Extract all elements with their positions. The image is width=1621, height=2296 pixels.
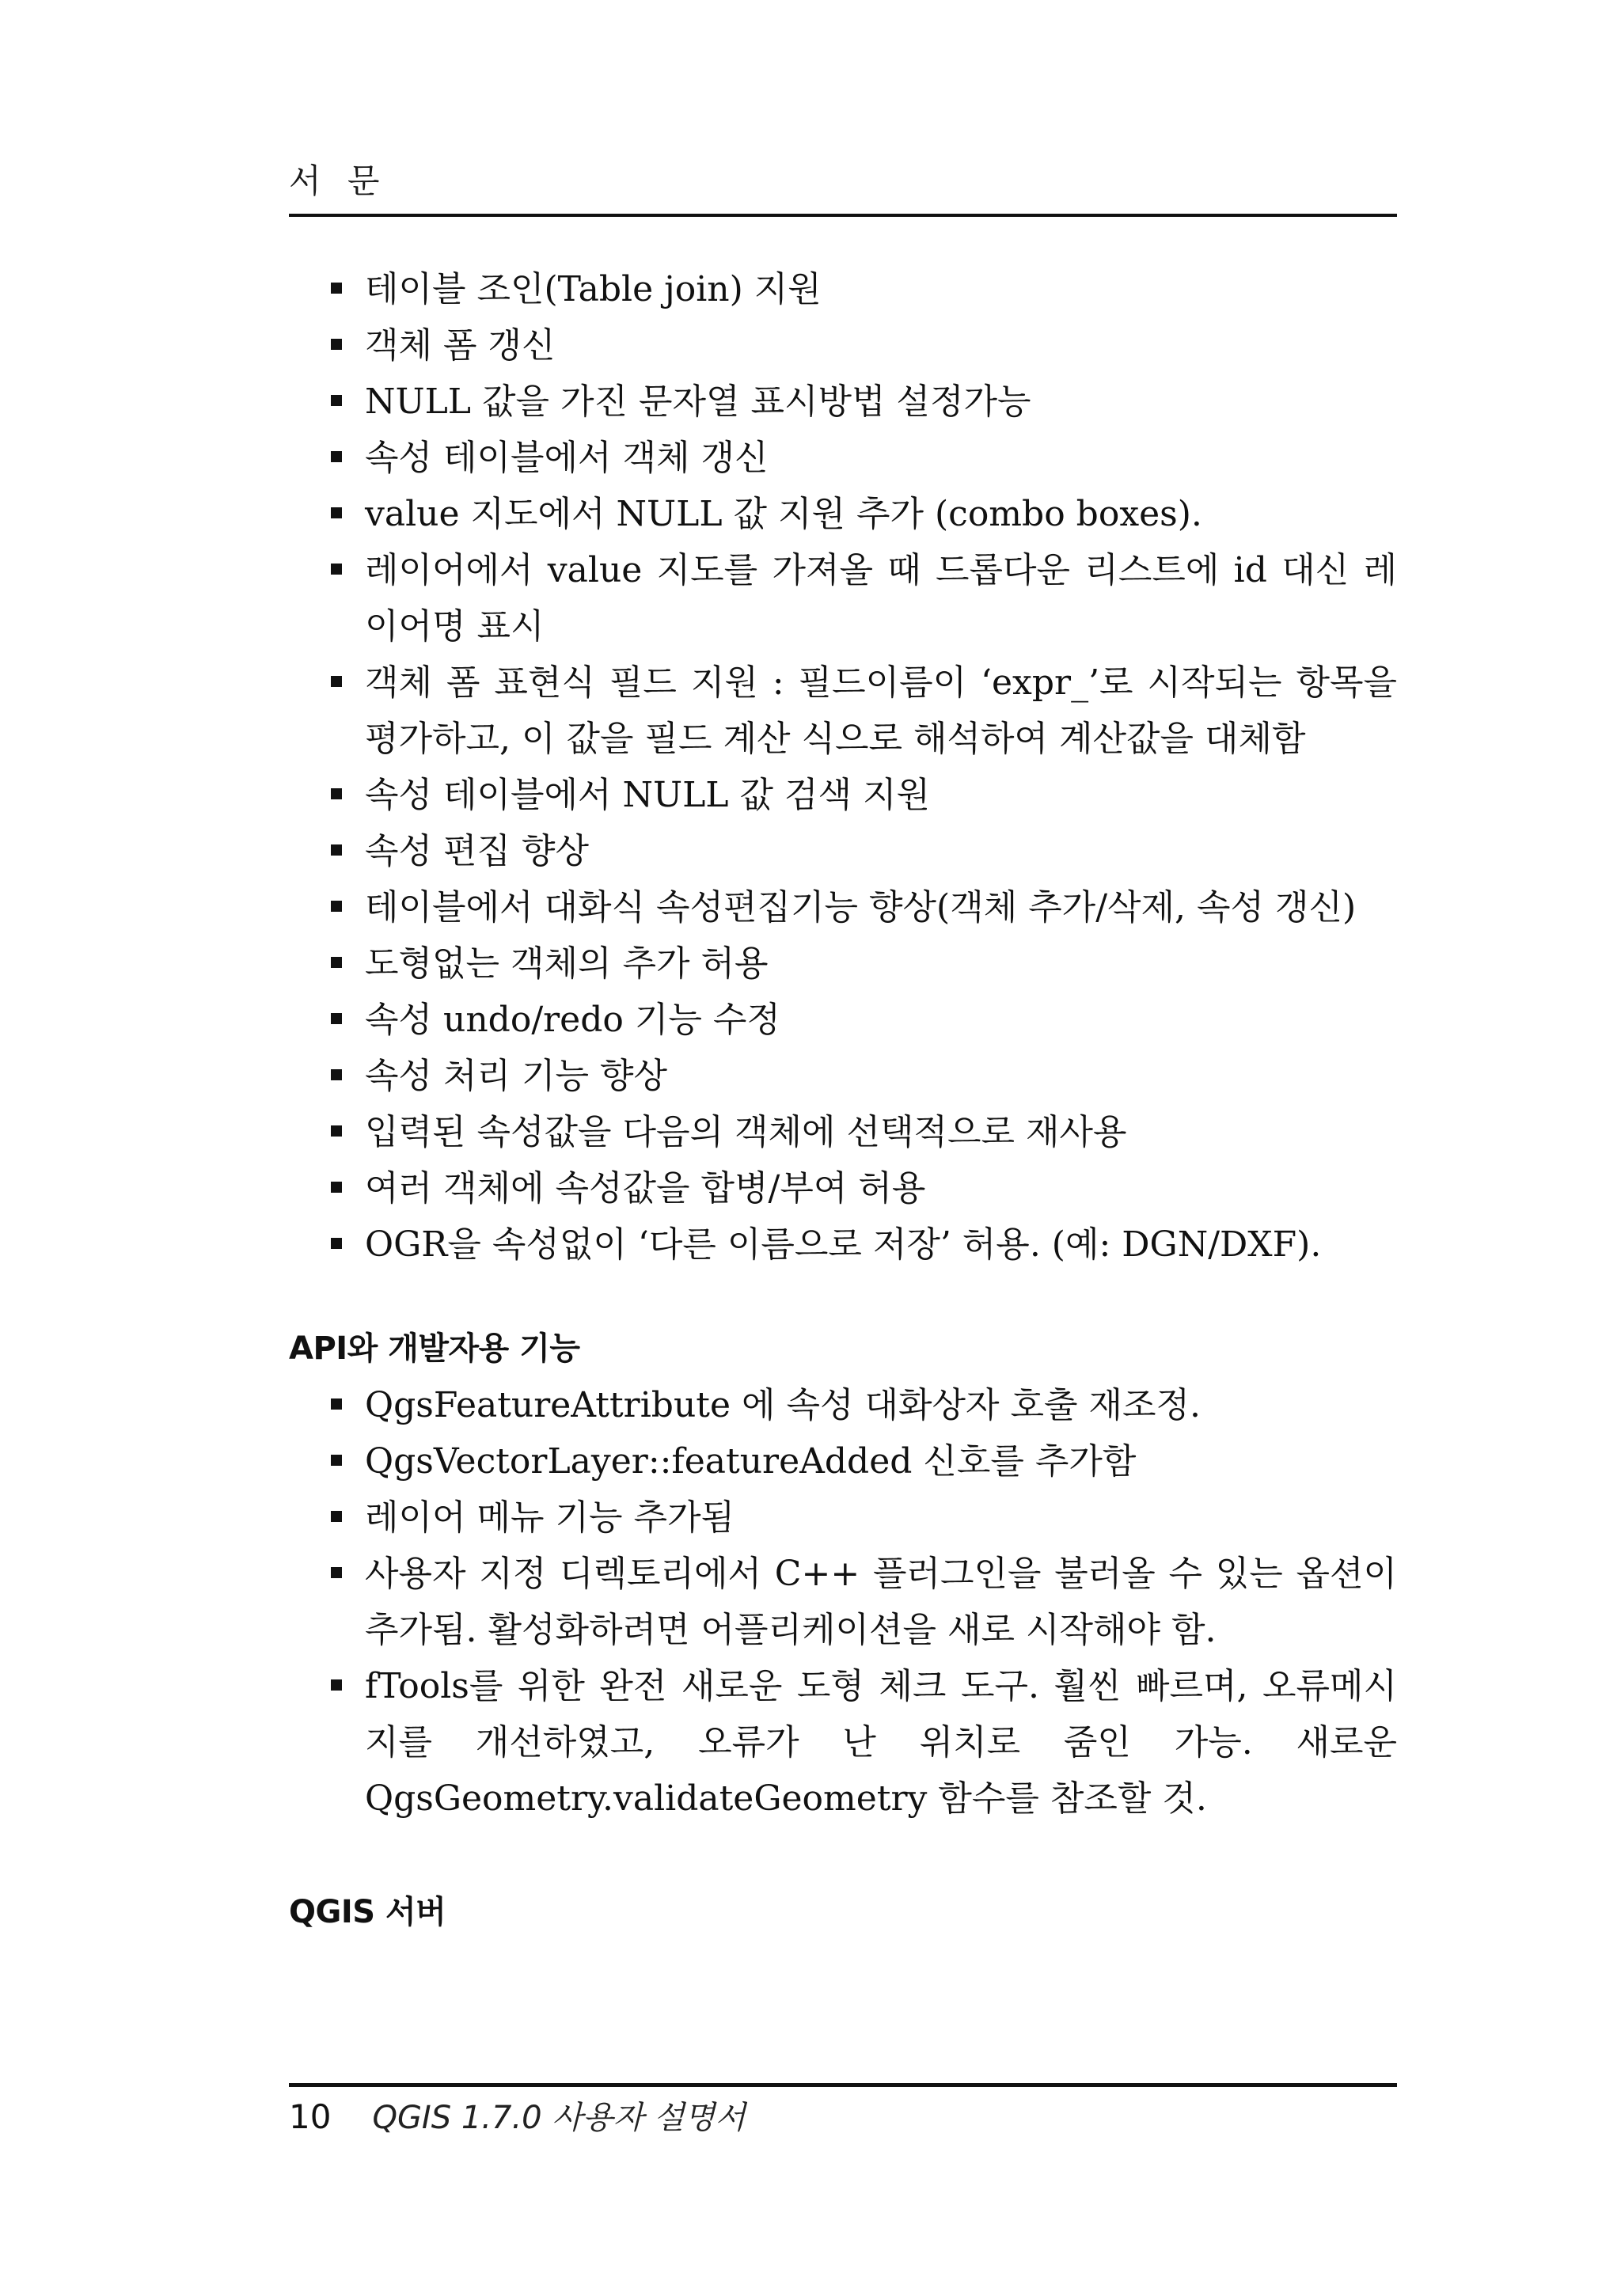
list-item: 테이블 조인(Table join) 지원 bbox=[289, 261, 1397, 317]
footer-rule bbox=[289, 2083, 1397, 2087]
running-head: 서 문 bbox=[289, 161, 388, 200]
page-body bbox=[289, 261, 1397, 1936]
square-bullet-icon bbox=[331, 1398, 342, 1410]
list-item: 속성 편집 향상 bbox=[289, 823, 1397, 879]
list-item: 레이어 메뉴 기능 추가됨 bbox=[289, 1490, 1397, 1546]
square-bullet-icon bbox=[331, 1069, 342, 1080]
square-bullet-icon bbox=[331, 1013, 342, 1024]
list-item: 사용자 지정 디렉토리에서 C++ 플러그인을 불러올 수 있는 옵션이 추가됨. 활성화하려면 어플리케이션을 새로 시작해야 함. bbox=[289, 1546, 1397, 1658]
header-rule bbox=[289, 214, 1397, 217]
list-item: 테이블에서 대화식 속성편집기능 향상(객체 추가/삭제, 속성 갱신) bbox=[289, 879, 1397, 935]
square-bullet-icon bbox=[331, 395, 342, 406]
list-item: 입력된 속성값을 다음의 객체에 선택적으로 재사용 bbox=[289, 1104, 1397, 1160]
list-item: NULL 값을 가진 문자열 표시방법 설정가능 bbox=[289, 374, 1397, 430]
square-bullet-icon bbox=[331, 1511, 342, 1522]
page-footer bbox=[289, 2093, 746, 2142]
list-item: 속성 undo/redo 기능 수정 bbox=[289, 992, 1397, 1048]
square-bullet-icon bbox=[331, 844, 342, 856]
list-item: value 지도에서 NULL 값 지원 추가 (combo boxes). bbox=[289, 486, 1397, 542]
list-item: fTools를 위한 완전 새로운 도형 체크 도구. 훨씬 빠르며, 오류메시지를 개선하였고, 오류가 난 위치로 줌인 가능. 새로운 QgsGeometry.validateGeometry 함수를 참조할 것. bbox=[289, 1658, 1397, 1827]
square-bullet-icon bbox=[331, 564, 342, 575]
list-item: 도형없는 객체의 추가 허용 bbox=[289, 935, 1397, 992]
square-bullet-icon bbox=[331, 283, 342, 294]
list-item: QgsVectorLayer::featureAdded 신호를 추가함 bbox=[289, 1433, 1397, 1490]
square-bullet-icon bbox=[331, 1679, 342, 1691]
list-item: 객체 폼 갱신 bbox=[289, 317, 1397, 374]
square-bullet-icon bbox=[331, 957, 342, 968]
square-bullet-icon bbox=[331, 901, 342, 912]
square-bullet-icon bbox=[331, 339, 342, 350]
page-number: 10 bbox=[289, 2097, 332, 2136]
square-bullet-icon bbox=[331, 676, 342, 687]
list-item: 속성 처리 기능 향상 bbox=[289, 1048, 1397, 1104]
section-heading-api: API와 개발자용 기능 bbox=[289, 1330, 580, 1367]
square-bullet-icon bbox=[331, 1567, 342, 1578]
list-item: 객체 폼 표현식 필드 지원 : 필드이름이 ‘expr_’로 시작되는 항목을 평가하고, 이 값을 필드 계산 식으로 해석하여 계산값을 대체함 bbox=[289, 655, 1397, 767]
section-heading-qgis-server: QGIS 서버 bbox=[289, 1894, 446, 1930]
list-item: OGR을 속성없이 ‘다른 이름으로 저장’ 허용. (예: DGN/DXF). bbox=[289, 1216, 1397, 1273]
list-item: 속성 테이블에서 객체 갱신 bbox=[289, 430, 1397, 486]
square-bullet-icon bbox=[331, 1182, 342, 1193]
document-title: QGIS 1.7.0 사용자 설명서 bbox=[372, 2100, 746, 2136]
feature-list-attributes bbox=[289, 261, 1397, 1273]
square-bullet-icon bbox=[331, 451, 342, 462]
square-bullet-icon bbox=[331, 1455, 342, 1466]
list-item: 속성 테이블에서 NULL 값 검색 지원 bbox=[289, 767, 1397, 823]
square-bullet-icon bbox=[331, 507, 342, 518]
square-bullet-icon bbox=[331, 1125, 342, 1137]
square-bullet-icon bbox=[331, 788, 342, 799]
square-bullet-icon bbox=[331, 1238, 342, 1249]
list-item: 레이어에서 value 지도를 가져올 때 드롭다운 리스트에 id 대신 레이어명 표시 bbox=[289, 542, 1397, 655]
list-item: 여러 객체에 속성값을 합병/부여 허용 bbox=[289, 1160, 1397, 1216]
list-item: QgsFeatureAttribute 에 속성 대화상자 호출 재조정. bbox=[289, 1377, 1397, 1433]
feature-list-api bbox=[289, 1377, 1397, 1827]
